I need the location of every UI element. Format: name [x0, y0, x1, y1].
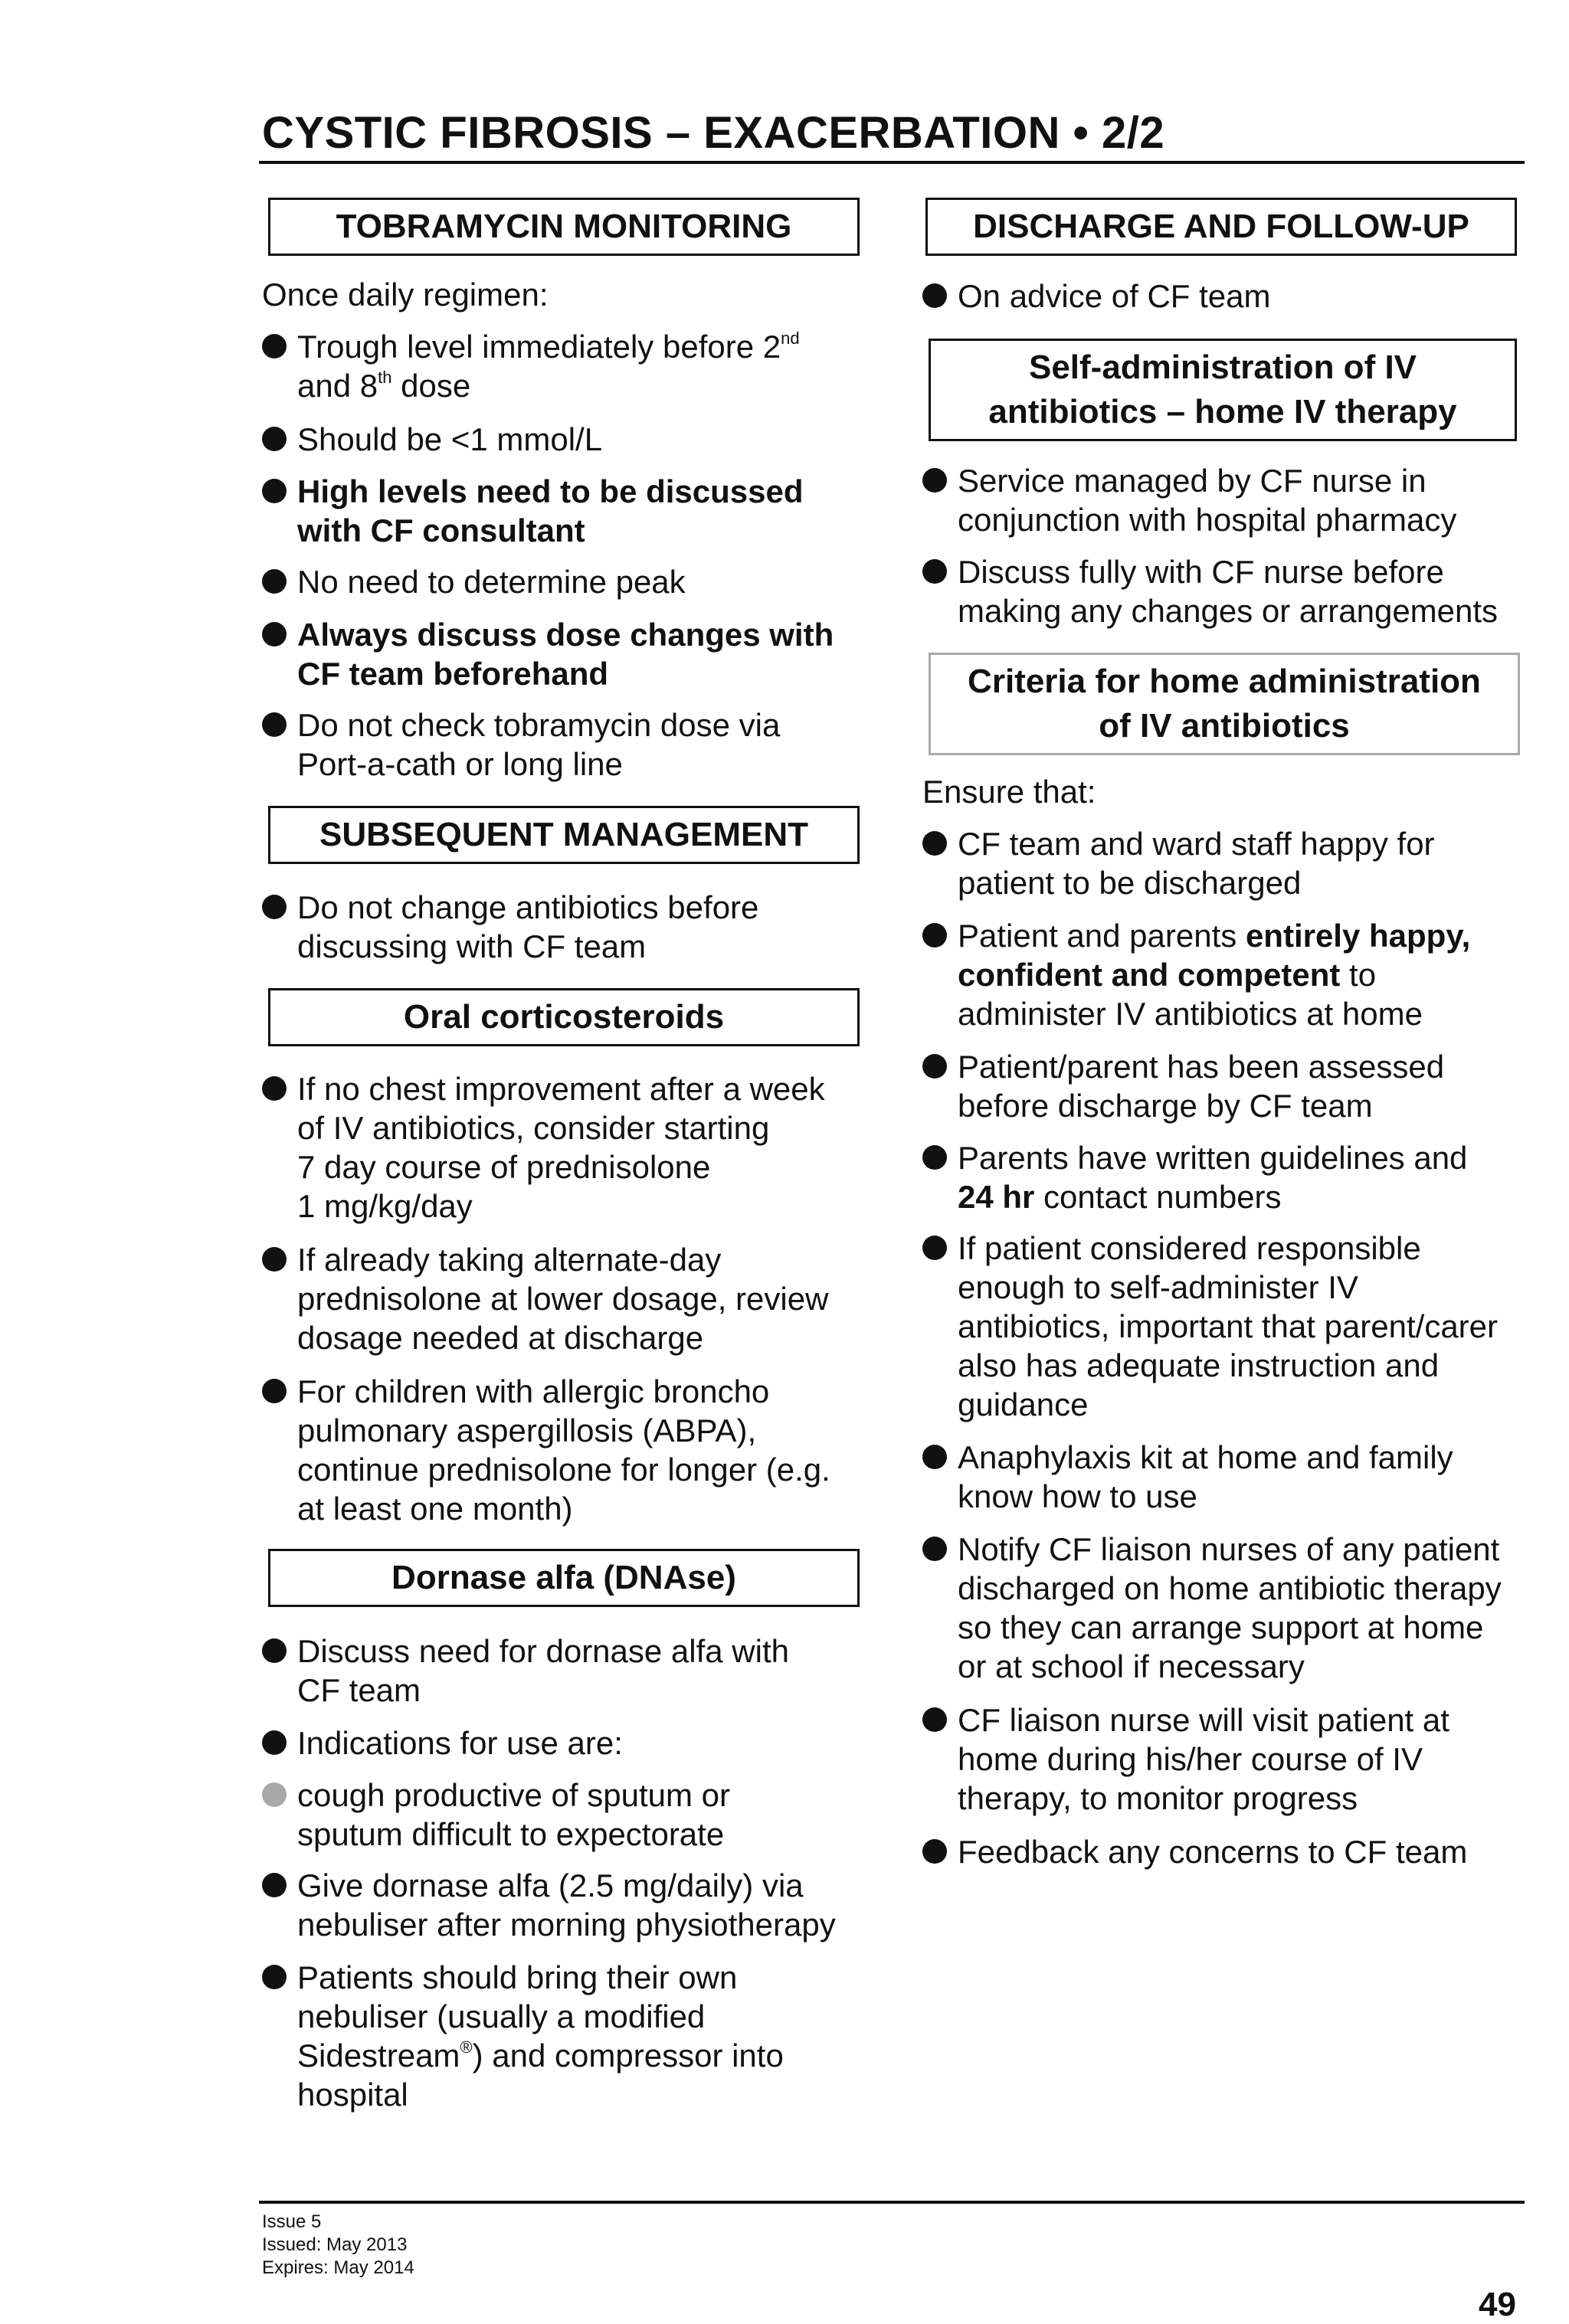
list-item — [262, 562, 686, 601]
list-item — [262, 420, 602, 459]
issued-date: Issued: May 2013 — [262, 2234, 408, 2255]
list-item — [262, 327, 800, 405]
list-item — [262, 1866, 836, 1944]
text: therapy, to monitor progress — [958, 1780, 1358, 1816]
text: discussing with CF team — [297, 928, 647, 964]
bullet-icon — [922, 283, 947, 308]
bold-text: 24 hr — [958, 1179, 1035, 1215]
list-item — [262, 705, 780, 784]
text: If already taking alternate-day — [297, 1242, 722, 1278]
text: so they can arrange support at home — [958, 1609, 1484, 1645]
bullet-icon — [262, 334, 287, 358]
text: Port-a-cath or long line — [297, 746, 623, 782]
oral-corticosteroids-heading: Oral corticosteroids — [268, 988, 860, 1046]
text: CF liaison nurse will visit patient at — [958, 1702, 1449, 1738]
list-item — [922, 1229, 1498, 1424]
bullet-icon — [262, 622, 287, 646]
self-administration-heading — [929, 339, 1517, 441]
text: 1 mg/kg/day — [297, 1188, 473, 1224]
superscript: th — [378, 368, 392, 387]
text: antibiotics, important that parent/carer — [958, 1308, 1499, 1344]
text: Notify CF liaison nurses of any patient — [958, 1531, 1500, 1567]
list-item — [922, 461, 1456, 539]
bullet-icon — [262, 427, 287, 451]
heading-line: of IV antibiotics — [1099, 707, 1350, 745]
bullet-icon — [922, 1054, 947, 1079]
list-item — [262, 1372, 830, 1528]
list-item — [262, 1776, 730, 1854]
text: at least one month) — [297, 1491, 573, 1527]
list-item — [262, 472, 804, 550]
text: administer IV antibiotics at home — [958, 996, 1423, 1032]
bullet-icon — [922, 468, 947, 493]
registered-mark: ® — [460, 2038, 473, 2057]
bullet-icon — [922, 1445, 947, 1469]
text: cough productive of sputum or — [297, 1777, 730, 1813]
text: to — [1340, 957, 1377, 993]
page-number: 49 — [1479, 2286, 1516, 2323]
tobramycin-heading: TOBRAMYCIN MONITORING — [268, 198, 860, 256]
text: If patient considered responsible — [958, 1230, 1421, 1266]
text: contact numbers — [1034, 1179, 1282, 1215]
text: Should be <1 mmol/L — [297, 421, 603, 457]
text: Discuss need for dornase alfa with — [297, 1633, 789, 1669]
list-item — [922, 1138, 1467, 1216]
superscript: nd — [781, 329, 800, 348]
text: also has adequate instruction and — [958, 1347, 1440, 1383]
list-item — [922, 552, 1498, 630]
list-item — [262, 1632, 789, 1710]
list-item — [922, 1832, 1467, 1871]
bullet-icon — [262, 895, 287, 919]
bold-text: confident and competent — [958, 957, 1341, 993]
text: ) and compressor into — [472, 2038, 784, 2074]
text: Trough level immediately before 2 — [297, 329, 781, 365]
bullet-icon — [922, 1707, 947, 1732]
text: know how to use — [958, 1478, 1197, 1514]
list-item — [262, 1958, 784, 2114]
page-title: CYSTIC FIBROSIS – EXACERBATION • 2/2 — [262, 108, 1165, 158]
text: CF team — [297, 1672, 421, 1708]
text: Feedback any concerns to CF team — [958, 1834, 1468, 1870]
text: guidance — [958, 1386, 1089, 1422]
text: pulmonary aspergillosis (ABPA), — [297, 1412, 757, 1448]
text: prednisolone at lower dosage, review — [297, 1281, 829, 1317]
text: CF team and ward staff happy for — [958, 826, 1435, 862]
bullet-icon — [922, 1145, 947, 1170]
text: home during his/her course of IV — [958, 1741, 1423, 1777]
text: Sidestream — [297, 2038, 460, 2074]
text: Give dornase alfa (2.5 mg/daily) via — [297, 1867, 804, 1903]
list-item — [262, 615, 834, 693]
list-item — [922, 916, 1470, 1033]
list-item — [262, 1723, 623, 1763]
text: Service managed by CF nurse in — [958, 463, 1427, 499]
bullet-icon — [922, 559, 947, 584]
text: Discuss fully with CF nurse before — [958, 554, 1444, 590]
list-item — [262, 1069, 825, 1226]
bullet-icon — [262, 1730, 287, 1755]
text: Patient and parents — [958, 918, 1246, 954]
bullet-icon — [922, 923, 947, 948]
bullet-icon — [922, 1537, 947, 1561]
list-item — [922, 1438, 1453, 1516]
text: Do not check tobramycin dose via — [297, 707, 781, 743]
subsequent-management-heading: SUBSEQUENT MANAGEMENT — [268, 806, 860, 864]
text: On advice of CF team — [958, 278, 1271, 314]
text: CF team beforehand — [297, 656, 609, 692]
expiry-date: Expires: May 2014 — [262, 2257, 414, 2278]
heading-line: Criteria for home administration — [968, 663, 1481, 700]
list-item — [922, 1047, 1444, 1125]
heading-line: antibiotics – home IV therapy — [988, 393, 1457, 430]
bullet-icon — [922, 831, 947, 856]
text: If no chest improvement after a week — [297, 1071, 825, 1107]
title-rule — [259, 161, 1525, 164]
dornase-alfa-heading: Dornase alfa (DNAse) — [268, 1549, 860, 1607]
text: nebuliser after morning physiotherapy — [297, 1907, 836, 1943]
issue-label: Issue 5 — [262, 2211, 322, 2232]
text: sputum difficult to expectorate — [297, 1816, 725, 1852]
text: nebuliser (usually a modified — [297, 1998, 706, 2034]
bullet-icon — [922, 1839, 947, 1864]
text: For children with allergic broncho — [297, 1373, 770, 1409]
text: dose — [391, 368, 471, 404]
text: enough to self-administer IV — [958, 1269, 1358, 1305]
text: dosage needed at discharge — [297, 1320, 704, 1356]
text: No need to determine peak — [297, 564, 686, 600]
text: with CF consultant — [297, 512, 585, 548]
bullet-icon — [262, 1638, 287, 1663]
bullet-icon — [262, 479, 287, 503]
list-item — [922, 277, 1271, 316]
criteria-heading — [929, 653, 1520, 755]
footer-rule — [259, 2201, 1525, 2204]
tobramycin-intro: Once daily regimen: — [262, 277, 549, 313]
bullet-icon — [262, 569, 287, 594]
text: hospital — [297, 2077, 408, 2113]
bold-text: entirely happy, — [1245, 918, 1471, 954]
list-item — [262, 1240, 828, 1357]
text: conjunction with hospital pharmacy — [958, 502, 1457, 538]
text: or at school if necessary — [958, 1648, 1305, 1684]
text: Indications for use are: — [297, 1725, 623, 1761]
bullet-icon — [262, 1873, 287, 1897]
bullet-icon — [262, 1247, 287, 1272]
text: continue prednisolone for longer (e.g. — [297, 1452, 830, 1488]
list-item — [922, 824, 1435, 902]
text: and 8 — [297, 368, 378, 404]
text: making any changes or arrangements — [958, 593, 1499, 629]
text: Anaphylaxis kit at home and family — [958, 1439, 1453, 1475]
text: Always discuss dose changes with — [297, 617, 834, 653]
text: Do not change antibiotics before — [297, 889, 759, 925]
text: Parents have written guidelines and — [958, 1140, 1468, 1176]
discharge-heading: DISCHARGE AND FOLLOW-UP — [925, 198, 1517, 256]
text: discharged on home antibiotic therapy — [958, 1570, 1502, 1606]
footer-info — [262, 2211, 414, 2280]
list-item — [922, 1700, 1449, 1818]
text: High levels need to be discussed — [297, 473, 804, 509]
bullet-icon — [262, 1379, 287, 1403]
list-item — [922, 1530, 1502, 1686]
sub-bullet-icon — [262, 1782, 287, 1807]
bullet-icon — [262, 1076, 287, 1101]
list-item — [262, 888, 758, 966]
text: patient to be discharged — [958, 865, 1302, 901]
bullet-icon — [262, 1965, 287, 1989]
text: of IV antibiotics, consider starting — [297, 1110, 770, 1146]
criteria-intro: Ensure that: — [922, 774, 1096, 810]
text: 7 day course of prednisolone — [297, 1149, 711, 1185]
heading-line: Self-administration of IV — [1028, 349, 1417, 386]
bullet-icon — [262, 712, 287, 737]
text: Patients should bring their own — [297, 1959, 738, 1995]
text: before discharge by CF team — [958, 1088, 1373, 1124]
bullet-icon — [922, 1236, 947, 1260]
text: Patient/parent has been assessed — [958, 1049, 1445, 1085]
